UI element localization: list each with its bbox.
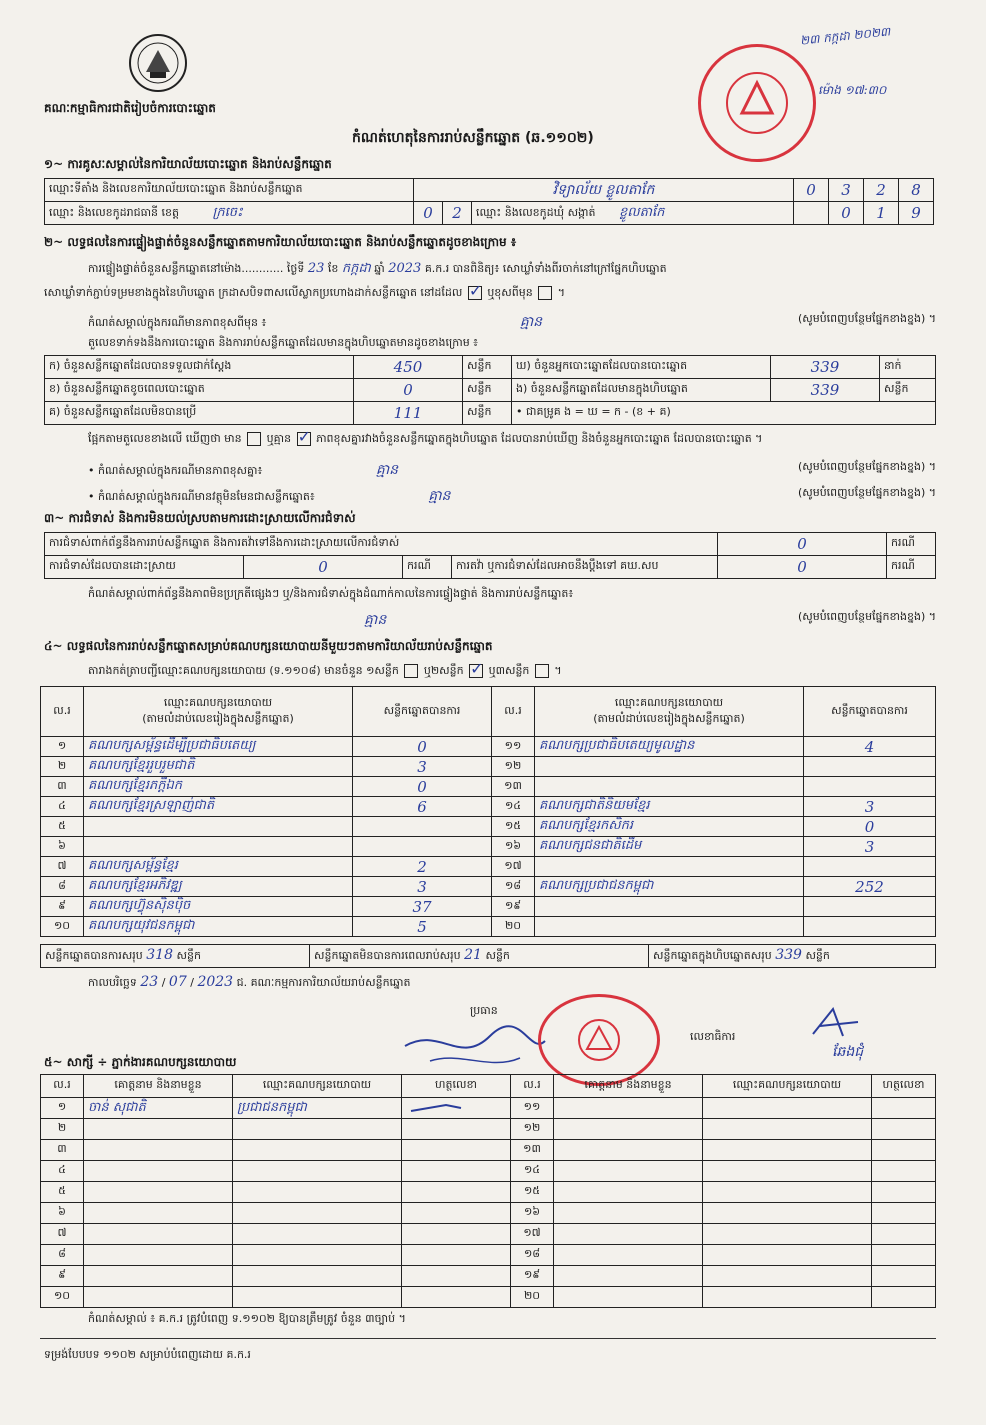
witness-signature xyxy=(402,1182,511,1203)
party-row xyxy=(41,917,936,937)
commune-code-digit: 1 xyxy=(864,202,899,225)
witness-party xyxy=(233,1224,402,1245)
section3-remark-label: កំណត់សម្គាល់ពាក់ព័ន្ធនឹងភាពមិនប្រក្រតីផ្សេងៗ ឬ/និងការជំទាស់ក្នុងដំណាក់កាលនៃការផ្ទៀងផ្ទាត់ និងការរាប់សន្លឹកឆ្នោត៖ xyxy=(88,587,574,600)
tally-intro: តួលេខទាក់ទងនឹងការបោះឆ្នោត និងការរាប់សន្លឹកឆ្នោតដែលមានក្នុងហិបឆ្នោតមានដូចខាងក្រោម ៖ xyxy=(88,336,479,349)
party-name xyxy=(535,897,804,917)
party-votes xyxy=(353,817,492,837)
commune-code-blank xyxy=(794,202,829,225)
party-name xyxy=(535,857,804,877)
witness-name xyxy=(84,1287,233,1308)
party-votes: 3 xyxy=(804,797,936,817)
stamp-date-note: ២៣ កក្កដា ២០២៣ xyxy=(799,24,891,48)
witness-name: ចាន់ សុជាតិ xyxy=(84,1098,233,1119)
party-no: ៩ xyxy=(41,897,84,917)
witness-row xyxy=(41,1161,936,1182)
party-row xyxy=(41,797,936,817)
section5-heading: ៥~ សាក្សី ÷ ភ្នាក់ងារគណបក្សនយោបាយ xyxy=(44,1055,237,1069)
witness-table: ល.រ គោត្តនាម និងនាមខ្លួន ឈ្មោះគណបក្សនយោបាយ ហត្ថលេខា ល.រ គោត្តនាម និងនាមខ្លួន ឈ្មោះគណបក្សនយោបាយ ហត្ថលេខា ១ ចាន់ សុជាតិ ប្រជាជនកម្ពុជា ១១ ២ ១២ ៣ ១៣ ៤ ១៤ ៥ ១៥ ៦ ១៦ ៧ ១៧ ៨ ១៨ ៩ ១៩ ១០ ២០ xyxy=(40,1074,936,1308)
verification-line: ការផ្ទៀងផ្ទាត់ចំនួនសន្លឹកឆ្នោតនៅម៉ោង............ ថ្ងៃទី 23 ខែ កក្កដា ឆ្នាំ 2023 គ.ក.រ បានពិនិត្យ៖ សោឃ្លាំទាំងពីរចាក់នៅក្រៅផ្នែកហិបឆ្នោត xyxy=(88,261,667,276)
party-votes xyxy=(804,777,936,797)
witness-name xyxy=(554,1098,703,1119)
party-no: ២០ xyxy=(492,917,535,937)
witness-signature xyxy=(402,1203,511,1224)
nec-logo-icon xyxy=(122,32,194,94)
section2-heading: ២~ លទ្ធផលនៃការផ្ទៀងផ្ទាត់ចំនួនសន្លឹកឆ្នោតតាមការិយាល័យបោះឆ្នោត និងរាប់សន្លឹកឆ្នោតដូចខាងក្រោម ៖ xyxy=(44,235,517,249)
witness-party xyxy=(703,1245,872,1266)
commune-code-digit: 9 xyxy=(899,202,934,225)
party-name: គណបក្សប្រជាធិបតេយ្យមូលដ្ឋាន xyxy=(535,737,804,757)
seal-status-line: សោឃ្លាំទាក់ភ្ជាប់ទម្រមខាងក្នុងនៃហិបឆ្នោត ក្រដាសបិទពាសលើស្លាកប្រហោងដាក់សន្លឹកឆ្នោត នៅដដែល ✓ ឬខុសពីមុន ។ xyxy=(44,286,565,302)
witness-party xyxy=(233,1182,402,1203)
party-no: ១៩ xyxy=(492,897,535,917)
witness-name xyxy=(84,1119,233,1140)
witness-no: ១១ xyxy=(511,1098,554,1119)
witness-name xyxy=(554,1182,703,1203)
witness-no: ៣ xyxy=(41,1140,84,1161)
party-votes: 3 xyxy=(804,837,936,857)
witness-signature xyxy=(402,1287,511,1308)
witness-no: ៦ xyxy=(41,1203,84,1224)
date-line: កាលបរិច្ឆេទ 23 / 07 / 2023 ជ. គណៈកម្មការការិយាល័យរាប់សន្លឹកឆ្នោត xyxy=(88,974,411,990)
witness-signature xyxy=(402,1224,511,1245)
party-votes: 0 xyxy=(804,817,936,837)
witness-party xyxy=(233,1203,402,1224)
party-name xyxy=(535,917,804,937)
witness-party xyxy=(233,1287,402,1308)
party-no: ៨ xyxy=(41,877,84,897)
party-votes: 252 xyxy=(804,877,936,897)
objection-table: ការជំទាស់ពាក់ព័ន្ធនឹងការរាប់សន្លឹកឆ្នោត និងការតវ៉ាទៅនឹងការដោះស្រាយលើការជំទាស់ 0 ករណី ការជំទាស់ដែលបានដោះស្រាយ 0 ករណី ការតវ៉ា ឬការជំទាស់ដែលអាចនឹងប្តឹងទៅ គឃ.សប 0 ករណី xyxy=(44,532,936,579)
party-votes xyxy=(804,897,936,917)
province-label: ឈ្មោះ និងលេខកូដរាជធានី ខេត្ត ក្រចេះ xyxy=(45,202,414,225)
witness-signature xyxy=(402,1161,511,1182)
form-id: ទម្រង់បែបបទ ១១០២ សម្រាប់បំពេញដោយ គ.ក.រ xyxy=(44,1348,251,1361)
witness-party: ប្រជាជនកម្ពុជា xyxy=(233,1098,402,1119)
witness-name xyxy=(554,1161,703,1182)
party-name: គណបក្សហ៊្វុនស៊ិនប៉ិច xyxy=(84,897,353,917)
committee-name: គណៈកម្មាធិការជាតិរៀបចំការបោះឆ្នោត xyxy=(44,101,216,115)
bullet1-line: • កំណត់សម្គាល់ក្នុងករណីមានភាពខុសគ្នា៖ គ្មាន (សូមបំពេញបន្ថែមផ្នែកខាងខ្នង) ។ xyxy=(88,460,936,478)
party-row xyxy=(41,857,936,877)
party-row xyxy=(41,757,936,777)
party-votes xyxy=(804,857,936,877)
witness-party xyxy=(703,1224,872,1245)
section3-heading: ៣~ ការជំទាស់ និងការមិនយល់ស្របតាមការដោះស្រាយលើការជំទាស់ xyxy=(44,511,356,525)
party-votes xyxy=(804,917,936,937)
resolved-count: 0 xyxy=(244,556,403,579)
witness-signature xyxy=(402,1266,511,1287)
station-name: វិទ្យាល័យ ខ្លូលតាកែ xyxy=(414,179,794,202)
witness-no: ១៦ xyxy=(511,1203,554,1224)
party-name: គណបក្សខ្មែរកសិករ xyxy=(535,817,804,837)
witness-no: ៥ xyxy=(41,1182,84,1203)
witness-signature xyxy=(872,1161,936,1182)
witness-party xyxy=(703,1140,872,1161)
totals-table xyxy=(40,944,936,968)
witness-signature xyxy=(872,1224,936,1245)
chair-label: ប្រធាន xyxy=(470,1004,498,1017)
appeal-label: ការតវ៉ា ឬការជំទាស់ដែលអាចនឹងប្តឹងទៅ គឃ.សប xyxy=(452,556,718,579)
section4-heading: ៤~ លទ្ធផលនៃការរាប់សន្លឹកឆ្នោតសម្រាប់គណបក្សនយោបាយនីមួយៗតាមការិយាល័យរាប់សន្លឹកឆ្នោត xyxy=(44,639,493,653)
party-name: គណបក្សយុវជនកម្ពុជា xyxy=(84,917,353,937)
party-no: ១១ xyxy=(492,737,535,757)
party-row xyxy=(41,817,936,837)
section3-remark-value: គ្មាន xyxy=(364,612,387,628)
party-name: គណបក្សសម្ព័ន្ធដើម្បីប្រជាធិបតេយ្យ xyxy=(84,737,353,757)
witness-name xyxy=(84,1266,233,1287)
party-no: ២ xyxy=(41,757,84,777)
witness-signature xyxy=(872,1266,936,1287)
witness-no: ១៣ xyxy=(511,1140,554,1161)
witness-party xyxy=(703,1182,872,1203)
station-code-digit: 2 xyxy=(864,179,899,202)
witness-no: ១៨ xyxy=(511,1245,554,1266)
witness-name xyxy=(84,1224,233,1245)
witness-no: ១ xyxy=(41,1098,84,1119)
compare-line: ផ្អែកតាមតួលេខខាងលើ ឃើញថា មាន ឬគ្មាន ✓ ភាពខុសគ្នារវាងចំនួនសន្លឹកឆ្នោតក្នុងហិបឆ្នោត ដែលបានរាប់ឃើញ និងចំនួនអ្នកបោះឆ្នោត ដែលបានបោះឆ្នោត ។ xyxy=(88,432,762,448)
witness-no: ៨ xyxy=(41,1245,84,1266)
document-title: កំណត់ហេតុនៃការរាប់សន្លឹកឆ្នោត (ឆ.១១០២) xyxy=(352,130,594,146)
witness-no: ២ xyxy=(41,1119,84,1140)
witness-party xyxy=(233,1161,402,1182)
objection-count: 0 xyxy=(718,533,887,556)
party-name xyxy=(535,777,804,797)
section1-heading: ១~ ការគូសៈសម្គាល់នៃការិយាល័យបោះឆ្នោត និងរាប់សន្លឹកឆ្នោត xyxy=(44,157,332,171)
two-sheets-checkbox[interactable] xyxy=(469,664,483,678)
commune-code-digit: 0 xyxy=(829,202,864,225)
witness-name xyxy=(554,1119,703,1140)
objection-label: ការជំទាស់ពាក់ព័ន្ធនឹងការរាប់សន្លឹកឆ្នោត និងការតវ៉ាទៅនឹងការដោះស្រាយលើការជំទាស់ xyxy=(45,533,718,556)
witness-name xyxy=(84,1182,233,1203)
secretary-label: លេខាធិការ xyxy=(690,1030,736,1043)
party-votes: 3 xyxy=(353,877,492,897)
station-code-digit: 8 xyxy=(899,179,934,202)
witness-row xyxy=(41,1266,936,1287)
party-votes xyxy=(353,837,492,857)
witness-no: ១៤ xyxy=(511,1161,554,1182)
verify-month: កក្កដា xyxy=(341,261,371,276)
witness-party xyxy=(233,1245,402,1266)
witness-name xyxy=(554,1266,703,1287)
witness-no: ៧ xyxy=(41,1224,84,1245)
party-name: គណបក្សខ្មែរភក្ដីឯក xyxy=(84,777,353,797)
party-no: ៣ xyxy=(41,777,84,797)
party-no: ១៧ xyxy=(492,857,535,877)
witness-row xyxy=(41,1140,936,1161)
witness-row xyxy=(41,1224,936,1245)
changed-checkbox[interactable] xyxy=(538,286,552,300)
witness-signature xyxy=(872,1203,936,1224)
party-votes: 6 xyxy=(353,797,492,817)
station-code-digit: 0 xyxy=(794,179,829,202)
witness-name xyxy=(554,1245,703,1266)
witness-name xyxy=(84,1140,233,1161)
witness-name xyxy=(84,1161,233,1182)
witness-signature xyxy=(402,1119,511,1140)
party-no: ១០ xyxy=(41,917,84,937)
party-name xyxy=(84,837,353,857)
party-no: ១៦ xyxy=(492,837,535,857)
has-difference-checkbox[interactable] xyxy=(247,432,261,446)
party-name: គណបក្សជាតិនិយមខ្មែរ xyxy=(535,797,804,817)
witness-row xyxy=(41,1287,936,1308)
tally-row: ខ) ចំនួនសន្លឹកឆ្នោតខូចពេលបោះឆ្នោត 0 សន្លឹក ង) ចំនួនសន្លឹកឆ្នោតដែលមានក្នុងហិបឆ្នោត 339 សន្លឹក xyxy=(45,379,936,402)
witness-party xyxy=(703,1203,872,1224)
witness-name xyxy=(554,1224,703,1245)
unchanged-checkbox[interactable] xyxy=(468,286,482,300)
witness-signature xyxy=(402,1098,511,1119)
witness-no: ៤ xyxy=(41,1161,84,1182)
witness-party xyxy=(703,1119,872,1140)
witness-signature xyxy=(872,1098,936,1119)
witness-row xyxy=(41,1098,936,1119)
stamp-time-note: ម៉ោង ១៧:៣០ xyxy=(818,83,887,97)
witness-no: ១០ xyxy=(41,1287,84,1308)
witness-signature xyxy=(872,1287,936,1308)
party-sheets-line: តារាងកត់ត្រាបញ្ជីឈ្មោះគណបក្សនយោបាយ (ទ.១១០៨) មានចំនួន ១សន្លឹក ឬ២សន្លឹក ✓ ឬ៣សន្លឹក ។ xyxy=(88,664,562,680)
verify-day: 23 xyxy=(307,261,325,276)
remark1-line: កំណត់សម្គាល់ក្នុងករណីមានភាពខុសពីមុន ៖ គ្មាន (សូមបំពេញបន្ថែមផ្នែកខាងខ្នង) ។ xyxy=(88,312,936,330)
witness-party xyxy=(233,1119,402,1140)
commune-label: ឈ្មោះ និងលេខកូដឃុំ សង្កាត់ ខ្លូលតាកែ xyxy=(472,202,794,225)
party-no: ៦ xyxy=(41,837,84,857)
party-name: គណបក្សជនជាតិដើម xyxy=(535,837,804,857)
party-votes: 0 xyxy=(353,737,492,757)
party-no: ៤ xyxy=(41,797,84,817)
remark1-value: គ្មាន xyxy=(519,314,543,330)
bullet1-value: គ្មាន xyxy=(375,462,399,478)
appeal-count: 0 xyxy=(718,556,887,579)
witness-signature xyxy=(402,1140,511,1161)
section1-table xyxy=(44,178,934,225)
party-no: ១៤ xyxy=(492,797,535,817)
secretary-name: ឆែងជុំ xyxy=(832,1044,864,1060)
witness-no: ៩ xyxy=(41,1266,84,1287)
witness-name xyxy=(554,1287,703,1308)
station-label: ឈ្មោះទីតាំង និងលេខការិយាល័យបោះឆ្នោត និងរាប់សន្លឹកឆ្នោត xyxy=(45,179,414,202)
party-name: គណបក្សខ្មែរអភិវឌ្ឍ xyxy=(84,877,353,897)
party-no: ១២ xyxy=(492,757,535,777)
party-results-table: ល.រ ឈ្មោះគណបក្សនយោបាយ (តាមលំដាប់លេខរៀងក្នុងសន្លឹកឆ្នោត) សន្លឹកឆ្នោតបានការ ល.រ ឈ្មោះគណបក្សនយោបាយ (តាមលំដាប់លេខរៀងក្នុងសន្លឹកឆ្នោត) សន្លឹកឆ្នោតបានការ ១ គណបក្សសម្ព័ន្ធដើម្បីប្រជាធិបតេយ្យ 0 ១១ គណបក្សប្រជាធិបតេយ្យមូលដ្ឋាន 4 ២ គណបក្សខ្មែររួបរួមជាតិ 3 ១២ ៣ គណបក្សខ្មែរភក្ដីឯក 0 ១៣ ៤ គណបក្សខ្មែរស្រឡាញ់ជាតិ 6 ១៤ គណបក្សជាតិនិយមខ្មែរ 3 ៥ ១៥ គណបក្សខ្មែរកសិករ 0 ៦ ១៦ គណបក្សជនជាតិដើម 3 ៧ គណបក្សសម្ព័ន្ធខ្មែរ 2 ១៧ ៨ គណបក្សខ្មែរអភិវឌ្ឍ 3 ១៨ គណបក្សប្រជាជនកម្ពុជា 252 ៩ គណបក្សហ៊្វុនស៊ិនប៉ិច 37 ១៩ ១០ គណបក្សយុវជនកម្ពុជា 5 ២០ xyxy=(40,686,936,937)
party-votes: 2 xyxy=(353,857,492,877)
witness-signature xyxy=(872,1119,936,1140)
party-votes xyxy=(804,757,936,777)
witness-no: ២០ xyxy=(511,1287,554,1308)
party-votes: 5 xyxy=(353,917,492,937)
three-sheets-checkbox[interactable] xyxy=(535,664,549,678)
party-name: គណបក្សសម្ព័ន្ធខ្មែរ xyxy=(84,857,353,877)
party-name xyxy=(535,757,804,777)
witness-party xyxy=(703,1161,872,1182)
footer-note: កំណត់សម្គាល់ ៖ គ.ក.រ ត្រូវបំពេញ ទ.១១០២ ឱ្យបានត្រឹមត្រូវ ចំនួន ៣ច្បាប់ ។ xyxy=(88,1312,406,1325)
footer-divider xyxy=(40,1338,936,1339)
province-name: ក្រចេះ xyxy=(212,204,243,220)
witness-party xyxy=(233,1140,402,1161)
bullet2-line: • កំណត់សម្គាល់ក្នុងករណីមានវត្ថុមិនមែនជាសន្លឹកឆ្នោត៖ គ្មាន (សូមបំពេញបន្ថែមផ្នែកខាងខ្នង) ។ xyxy=(88,486,936,504)
col-party-header-right: ឈ្មោះគណបក្សនយោបាយ (តាមលំដាប់លេខរៀងក្នុងសន្លឹកឆ្នោត) xyxy=(535,687,804,737)
party-name: គណបក្សខ្មែររួបរួមជាតិ xyxy=(84,757,353,777)
witness-signature xyxy=(402,1245,511,1266)
party-no: ១៣ xyxy=(492,777,535,797)
party-no: ៥ xyxy=(41,817,84,837)
commune-name: ខ្លូលតាកែ xyxy=(619,204,665,220)
witness-signature xyxy=(872,1245,936,1266)
witness-party xyxy=(233,1266,402,1287)
official-seal-icon xyxy=(698,44,816,162)
station-code-digit: 3 xyxy=(829,179,864,202)
no-difference-checkbox[interactable] xyxy=(297,432,311,446)
tally-row: គ) ចំនួនសន្លឹកឆ្នោតដែលមិនបានប្រើ 111 សន្លឹក • ជាគម្រូគ ង = ឃ = ក - (ខ + គ) xyxy=(45,402,936,425)
witness-name xyxy=(84,1203,233,1224)
total-valid: សន្លឹកឆ្នោតបានការសរុប 318 សន្លឹក xyxy=(41,945,310,968)
party-no: ១ xyxy=(41,737,84,757)
party-name xyxy=(84,817,353,837)
witness-signature xyxy=(872,1182,936,1203)
total-in-box: សន្លឹកឆ្នោតក្នុងហិបឆ្នោតសរុប 339 សន្លឹក xyxy=(649,945,936,968)
party-no: ១៨ xyxy=(492,877,535,897)
total-invalid: សន្លឹកឆ្នោតមិនបានការពេលរាប់សរុប 21 សន្លឹក xyxy=(310,945,649,968)
witness-name xyxy=(84,1245,233,1266)
party-votes: 0 xyxy=(353,777,492,797)
witness-row xyxy=(41,1203,936,1224)
witness-row xyxy=(41,1119,936,1140)
witness-name xyxy=(554,1203,703,1224)
witness-party xyxy=(703,1098,872,1119)
party-name: គណបក្សប្រជាជនកម្ពុជា xyxy=(535,877,804,897)
witness-party xyxy=(703,1287,872,1308)
party-row xyxy=(41,737,936,757)
section3-remark-line: គ្មាន (សូមបំពេញបន្ថែមផ្នែកខាងខ្នង) ។ xyxy=(364,610,936,628)
tally-table xyxy=(44,355,936,425)
party-votes: 3 xyxy=(353,757,492,777)
verify-year: 2023 xyxy=(388,261,422,276)
party-name: គណបក្សខ្មែរស្រឡាញ់ជាតិ xyxy=(84,797,353,817)
witness-party xyxy=(703,1266,872,1287)
secretary-signature-icon xyxy=(808,1004,868,1044)
witness-signature-icon xyxy=(406,1099,466,1115)
chair-seal-icon xyxy=(538,994,660,1086)
witness-row xyxy=(41,1245,936,1266)
witness-no: ១៧ xyxy=(511,1224,554,1245)
party-votes: 37 xyxy=(353,897,492,917)
province-code-digit: 2 xyxy=(443,202,472,225)
bullet2-value: គ្មាន xyxy=(428,488,451,504)
party-row xyxy=(41,777,936,797)
party-votes: 4 xyxy=(804,737,936,757)
resolved-label: ការជំទាស់ដែលបានដោះស្រាយ xyxy=(45,556,244,579)
witness-no: ១៩ xyxy=(511,1266,554,1287)
witness-no: ១៥ xyxy=(511,1182,554,1203)
witness-name xyxy=(554,1140,703,1161)
witness-signature xyxy=(872,1140,936,1161)
one-sheet-checkbox[interactable] xyxy=(404,664,418,678)
party-row xyxy=(41,877,936,897)
col-party-header: ឈ្មោះគណបក្សនយោបាយ (តាមលំដាប់លេខរៀងក្នុងសន្លឹកឆ្នោត) xyxy=(84,687,353,737)
witness-no: ១២ xyxy=(511,1119,554,1140)
party-no: ៧ xyxy=(41,857,84,877)
party-no: ១៥ xyxy=(492,817,535,837)
province-code-digit: 0 xyxy=(414,202,443,225)
chair-signature-icon xyxy=(400,1016,550,1076)
party-row xyxy=(41,897,936,917)
tally-row: ក) ចំនួនសន្លឹកឆ្នោតដែលបានទទួលជាក់ស្តែង 450 សន្លឹក ឃ) ចំនួនអ្នកបោះឆ្នោតដែលបានបោះឆ្នោត 339 នាក់ xyxy=(45,356,936,379)
party-row xyxy=(41,837,936,857)
witness-row xyxy=(41,1182,936,1203)
